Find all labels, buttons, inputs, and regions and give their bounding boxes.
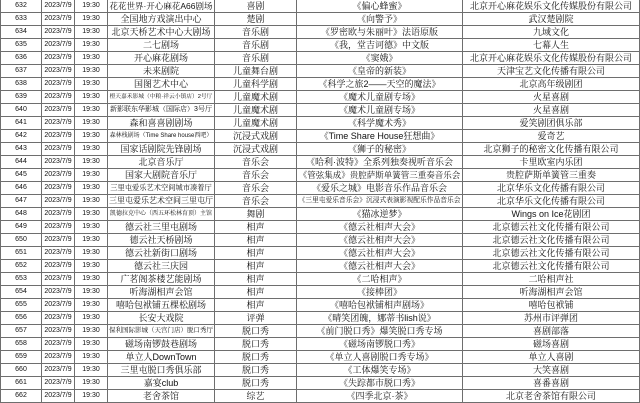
venue-cell: 德云社三庆园 [108, 260, 215, 273]
date-cell: 2023/7/9 [42, 273, 75, 286]
time-cell: 19:30 [75, 260, 108, 273]
genre-cell: 楚剧 [215, 13, 297, 26]
table-row [0, 247, 640, 260]
organizer-cell: 听海湖相声会馆 [463, 286, 640, 299]
organizer-cell: 武汉楚剧院 [463, 13, 640, 26]
time-cell: 19:30 [75, 338, 108, 351]
time-cell: 19:30 [75, 169, 108, 182]
table-row [0, 65, 640, 78]
time-cell: 19:30 [75, 13, 108, 26]
time-cell: 19:30 [75, 39, 108, 52]
date-cell: 2023/7/9 [42, 299, 75, 312]
venue-cell: 北京音乐厅 [108, 156, 215, 169]
row-number-cell: 642 [0, 130, 42, 143]
date-cell: 2023/7/9 [42, 78, 75, 91]
time-cell: 19:30 [75, 91, 108, 104]
organizer-cell: 喜番喜剧 [463, 377, 640, 390]
title-cell: 《爱乐之城》电影音乐作品音乐会 [297, 182, 463, 195]
row-number-cell: 633 [0, 13, 42, 26]
genre-cell: 评弹 [215, 312, 297, 325]
organizer-cell: 九域文化 [463, 26, 640, 39]
table-row [0, 117, 640, 130]
row-number-cell: 643 [0, 143, 42, 156]
time-cell: 19:30 [75, 273, 108, 286]
date-cell: 2023/7/9 [42, 13, 75, 26]
organizer-cell: 北京华乐文化传播有限公司 [463, 195, 640, 208]
organizer-cell: 磁场喜剧 [463, 338, 640, 351]
venue-cell: 老舍茶馆 [108, 390, 215, 403]
title-cell: 《管弦集成》贵腔萨斯单簧管三重奏音乐会 [297, 169, 463, 182]
title-cell: 《我，堂吉诃德》中文版 [297, 39, 463, 52]
date-cell: 2023/7/9 [42, 208, 75, 221]
date-cell: 2023/7/9 [42, 117, 75, 130]
table-row [0, 78, 640, 91]
row-number-cell: 654 [0, 286, 42, 299]
venue-cell: 橙天嘉禾影城（中粮·祥云小镇店）2号厅 [108, 91, 215, 104]
organizer-cell: 爱笑剧团俱乐部 [463, 117, 640, 130]
row-number-cell: 635 [0, 39, 42, 52]
venue-cell: 未来剧院 [108, 65, 215, 78]
title-cell: 《哈利·波特》全系列独奏视听音乐会 [297, 156, 463, 169]
row-number-cell: 653 [0, 273, 42, 286]
genre-cell: 音乐会 [215, 156, 297, 169]
date-cell: 2023/7/9 [42, 195, 75, 208]
time-cell: 19:30 [75, 52, 108, 65]
row-number-cell: 645 [0, 169, 42, 182]
row-number-cell: 652 [0, 260, 42, 273]
organizer-cell: 爱奇艺 [463, 130, 640, 143]
row-number-cell: 632 [0, 0, 42, 13]
title-cell: 《磁场南锣脱口秀》 [297, 338, 463, 351]
table-row [0, 286, 640, 299]
row-number-cell: 639 [0, 91, 42, 104]
genre-cell: 相声 [215, 286, 297, 299]
table-row [0, 104, 640, 117]
genre-cell: 音乐剧 [215, 52, 297, 65]
table-row [0, 182, 640, 195]
row-number-cell: 651 [0, 247, 42, 260]
date-cell: 2023/7/9 [42, 364, 75, 377]
table-row [0, 143, 640, 156]
venue-cell: 新影联东华影城（国际店）3号厅 [108, 104, 215, 117]
table-row [0, 299, 640, 312]
date-cell: 2023/7/9 [42, 65, 75, 78]
venue-cell: 听海湖相声会馆 [108, 286, 215, 299]
title-cell: 《接棒团》 [297, 286, 463, 299]
title-cell: 《窦娥》 [297, 52, 463, 65]
title-cell: 《嘻哈包袱铺相声剧场》 [297, 299, 463, 312]
time-cell: 19:30 [75, 65, 108, 78]
time-cell: 19:30 [75, 26, 108, 39]
genre-cell: 儿童魔术剧 [215, 91, 297, 104]
row-number-cell: 640 [0, 104, 42, 117]
time-cell: 19:30 [75, 390, 108, 403]
table-row [0, 91, 640, 104]
date-cell: 2023/7/9 [42, 260, 75, 273]
table-row [0, 390, 640, 403]
time-cell: 19:30 [75, 221, 108, 234]
title-cell: 《单立人喜剧脱口秀专场》 [297, 351, 463, 364]
organizer-cell: 天津宝艺文化传播有限公司 [463, 65, 640, 78]
table-row [0, 208, 640, 221]
date-cell: 2023/7/9 [42, 130, 75, 143]
genre-cell: 音乐会 [215, 182, 297, 195]
organizer-cell: 火星喜剧 [463, 91, 640, 104]
time-cell: 19:30 [75, 104, 108, 117]
organizer-cell: 苏州市评弹团 [463, 312, 640, 325]
genre-cell: 脱口秀 [215, 377, 297, 390]
venue-cell: 嘉宴club [108, 377, 215, 390]
time-cell: 19:30 [75, 182, 108, 195]
organizer-cell: 北京开心麻花娱乐文化传媒股份有限公司 [463, 52, 640, 65]
date-cell: 2023/7/9 [42, 221, 75, 234]
venue-cell: 北京天桥艺术中心大剧场 [108, 26, 215, 39]
genre-cell: 音乐会 [215, 195, 297, 208]
row-number-cell: 662 [0, 390, 42, 403]
title-cell: 《德云社相声大会》 [297, 221, 463, 234]
venue-cell: 长安大戏院 [108, 312, 215, 325]
genre-cell: 儿童魔术剧 [215, 117, 297, 130]
table-row [0, 377, 640, 390]
organizer-cell: 北京高年级剧团 [463, 78, 640, 91]
table-row [0, 260, 640, 273]
date-cell: 2023/7/9 [42, 234, 75, 247]
genre-cell: 脱口秀 [215, 325, 297, 338]
organizer-cell: 北京开心麻花娱乐文化传媒股份有限公司 [463, 0, 640, 13]
row-number-cell: 634 [0, 26, 42, 39]
organizer-cell: 北京华乐文化传播有限公司 [463, 182, 640, 195]
organizer-cell: 嘻哈包袱铺 [463, 299, 640, 312]
venue-cell: 三里屯爱乐艺术空间三里屯厅 [108, 195, 215, 208]
title-cell: 《猫冰逆梦》 [297, 208, 463, 221]
date-cell: 2023/7/9 [42, 377, 75, 390]
genre-cell: 舞剧 [215, 208, 297, 221]
organizer-cell: 卡里欧室内乐团 [463, 156, 640, 169]
row-number-cell: 661 [0, 377, 42, 390]
venue-cell: 三里屯脱口秀俱乐部 [108, 364, 215, 377]
row-number-cell: 638 [0, 78, 42, 91]
date-cell: 2023/7/9 [42, 26, 75, 39]
organizer-cell: 七幕人生 [463, 39, 640, 52]
title-cell: 《狮子的秘密》 [297, 143, 463, 156]
title-cell: 《Time Share House狂想曲》 [297, 130, 463, 143]
row-number-cell: 649 [0, 221, 42, 234]
genre-cell: 沉浸式戏剧 [215, 143, 297, 156]
table-row [0, 234, 640, 247]
table-row [0, 195, 640, 208]
row-number-cell: 636 [0, 52, 42, 65]
row-number-cell: 641 [0, 117, 42, 130]
genre-cell: 相声 [215, 247, 297, 260]
title-cell: 《科学魔术秀》 [297, 117, 463, 130]
genre-cell: 脱口秀 [215, 351, 297, 364]
row-number-cell: 656 [0, 312, 42, 325]
title-cell: 《工体爆笑专场》 [297, 364, 463, 377]
date-cell: 2023/7/9 [42, 91, 75, 104]
organizer-cell: 北京狮子的秘密文化传播有限公司 [463, 143, 640, 156]
genre-cell: 脱口秀 [215, 364, 297, 377]
time-cell: 19:30 [75, 78, 108, 91]
row-number-cell: 660 [0, 364, 42, 377]
time-cell: 19:30 [75, 299, 108, 312]
venue-cell: 二七剧场 [108, 39, 215, 52]
venue-cell: 三里屯爱乐艺术空间城市凑着厅 [108, 182, 215, 195]
date-cell: 2023/7/9 [42, 182, 75, 195]
title-cell: 《魔术儿童剧专场》 [297, 104, 463, 117]
title-cell: 《魔术儿童剧专场》 [297, 91, 463, 104]
time-cell: 19:30 [75, 312, 108, 325]
title-cell: 《四季北京·茶》 [297, 390, 463, 403]
genre-cell: 儿童舞台剧 [215, 65, 297, 78]
row-number-cell: 646 [0, 182, 42, 195]
table-row [0, 169, 640, 182]
table-row [0, 13, 640, 26]
table-row [0, 130, 640, 143]
title-cell: 《晴笑团魄，娜蒂书lish说》 [297, 312, 463, 325]
time-cell: 19:30 [75, 117, 108, 130]
organizer-cell: 火星喜剧 [463, 104, 640, 117]
title-cell: 《三里屯爱乐音乐会》沉浸式表演影视配乐作品音乐会 [297, 195, 463, 208]
time-cell: 19:30 [75, 247, 108, 260]
time-cell: 19:30 [75, 130, 108, 143]
genre-cell: 儿童魔术剧 [215, 104, 297, 117]
genre-cell: 相声 [215, 234, 297, 247]
table-row [0, 364, 640, 377]
date-cell: 2023/7/9 [42, 52, 75, 65]
venue-cell: 森林栈剧场（Time Share house西吧） [108, 130, 215, 143]
table-row [0, 273, 640, 286]
organizer-cell: 北京德云社文化传播有限公司 [463, 260, 640, 273]
venue-cell: 国家大剧院音乐厅 [108, 169, 215, 182]
table-row [0, 26, 640, 39]
table-row [0, 156, 640, 169]
organizer-cell: 北京德云社文化传播有限公司 [463, 234, 640, 247]
time-cell: 19:30 [75, 325, 108, 338]
venue-cell: 德云社天桥剧场 [108, 234, 215, 247]
date-cell: 2023/7/9 [42, 286, 75, 299]
venue-cell: 德云社三里屯剧场 [108, 221, 215, 234]
table-row [0, 338, 640, 351]
title-cell: 《向警予》 [297, 13, 463, 26]
title-cell: 《德云社相声大会》 [297, 234, 463, 247]
venue-cell: 凯德拉克中心（西五环松林育顶）主馆 [108, 208, 215, 221]
table-row [0, 0, 640, 13]
row-number-cell: 657 [0, 325, 42, 338]
title-cell: 《皇帝的新装》 [297, 65, 463, 78]
row-number-cell: 644 [0, 156, 42, 169]
row-number-cell: 655 [0, 299, 42, 312]
venue-cell: 单立人DownTown [108, 351, 215, 364]
title-cell: 《德云社相声大会》 [297, 260, 463, 273]
row-number-cell: 637 [0, 65, 42, 78]
time-cell: 19:30 [75, 143, 108, 156]
date-cell: 2023/7/9 [42, 39, 75, 52]
table-row [0, 325, 640, 338]
table-row [0, 221, 640, 234]
venue-cell: 国家话剧院先锋剧场 [108, 143, 215, 156]
venue-cell: 德云社新街口剧场 [108, 247, 215, 260]
time-cell: 19:30 [75, 0, 108, 13]
date-cell: 2023/7/9 [42, 390, 75, 403]
genre-cell: 相声 [215, 260, 297, 273]
row-number-cell: 648 [0, 208, 42, 221]
row-number-cell: 650 [0, 234, 42, 247]
genre-cell: 儿童科学剧 [215, 78, 297, 91]
genre-cell: 音乐会 [215, 169, 297, 182]
organizer-cell: 单立人喜剧 [463, 351, 640, 364]
date-cell: 2023/7/9 [42, 325, 75, 338]
date-cell: 2023/7/9 [42, 338, 75, 351]
row-number-cell: 658 [0, 338, 42, 351]
genre-cell: 综艺 [215, 390, 297, 403]
organizer-cell: 贵腔萨斯单簧管三重奏 [463, 169, 640, 182]
date-cell: 2023/7/9 [42, 247, 75, 260]
genre-cell: 沉浸式戏剧 [215, 130, 297, 143]
date-cell: 2023/7/9 [42, 169, 75, 182]
organizer-cell: Wings on Ice花剧团 [463, 208, 640, 221]
time-cell: 19:30 [75, 195, 108, 208]
venue-cell: 嘻哈包袱铺五棵松剧场 [108, 299, 215, 312]
venue-cell: 全国地方戏演出中心 [108, 13, 215, 26]
venue-cell: 森和喜喜剧剧场 [108, 117, 215, 130]
genre-cell: 相声 [215, 273, 297, 286]
organizer-cell: 北京德云社文化传播有限公司 [463, 247, 640, 260]
genre-cell: 相声 [215, 299, 297, 312]
time-cell: 19:30 [75, 208, 108, 221]
organizer-cell: 二哈相声社 [463, 273, 640, 286]
venue-cell: 磁场南锣鼓巷剧场 [108, 338, 215, 351]
date-cell: 2023/7/9 [42, 351, 75, 364]
venue-cell: 花花世界·开心麻花A66剧场 [108, 0, 215, 13]
title-cell: 《科学之旅2——天空的魔法》 [297, 78, 463, 91]
organizer-cell: 北京老舍茶馆有限公司 [463, 390, 640, 403]
date-cell: 2023/7/9 [42, 156, 75, 169]
time-cell: 19:30 [75, 351, 108, 364]
row-number-cell: 659 [0, 351, 42, 364]
venue-cell: 保利国际影城（天宫门店）脱口秀厅 [108, 325, 215, 338]
genre-cell: 音乐剧 [215, 26, 297, 39]
organizer-cell: 喜剧部落 [463, 325, 640, 338]
venue-cell: 开心麻花剧场 [108, 52, 215, 65]
time-cell: 19:30 [75, 286, 108, 299]
title-cell: 《罗密欧与朱丽叶》法语原版 [297, 26, 463, 39]
genre-cell: 相声 [215, 221, 297, 234]
date-cell: 2023/7/9 [42, 104, 75, 117]
genre-cell: 喜剧 [215, 0, 297, 13]
venue-cell: 国图艺术中心 [108, 78, 215, 91]
date-cell: 2023/7/9 [42, 0, 75, 13]
time-cell: 19:30 [75, 156, 108, 169]
title-cell: 《德云社相声大会》 [297, 247, 463, 260]
genre-cell: 音乐剧 [215, 39, 297, 52]
venue-cell: 广茗阁茶楼艺能剧场 [108, 273, 215, 286]
title-cell: 《前门脱口秀》爆笑脱口秀专场 [297, 325, 463, 338]
time-cell: 19:30 [75, 377, 108, 390]
time-cell: 19:30 [75, 364, 108, 377]
title-cell: 《偏心蜂蜜》 [297, 0, 463, 13]
organizer-cell: 北京德云社文化传播有限公司 [463, 221, 640, 234]
title-cell: 《失踪都市脱口秀》 [297, 377, 463, 390]
table-row [0, 351, 640, 364]
time-cell: 19:30 [75, 234, 108, 247]
table-row [0, 39, 640, 52]
date-cell: 2023/7/9 [42, 312, 75, 325]
genre-cell: 脱口秀 [215, 338, 297, 351]
table-row [0, 312, 640, 325]
date-cell: 2023/7/9 [42, 143, 75, 156]
row-number-cell: 647 [0, 195, 42, 208]
organizer-cell: 大笑喜剧 [463, 364, 640, 377]
table-row [0, 52, 640, 65]
title-cell: 《二哈相声》 [297, 273, 463, 286]
